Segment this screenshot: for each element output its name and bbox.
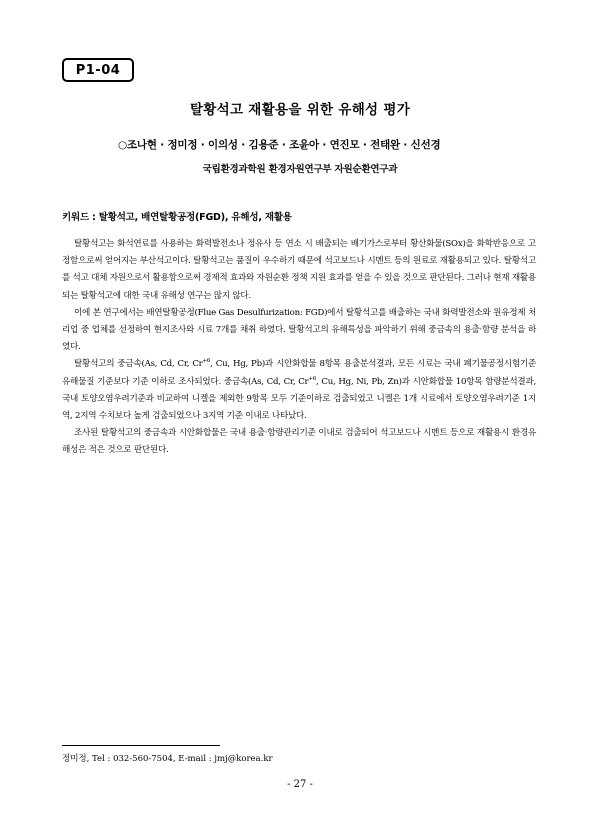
paper-title: 탈황석고 재활용을 위한 유해성 평가: [189, 102, 411, 118]
paragraph-3-part-c: , Cu, Hg, Ni, Pb, Zn)과 시안화합물 10항목 함량분석결과, 국내 토양오염우려기준과 비교하여 니켈을 제외한 9항목 모두 기준이하로 검출되었고 니켈은 1개 시료에서 토양오염우려기준 1지역, 2지역 수치보다 높게 검출되었으나 3지역 기준 이내로 나타났다.: [62, 376, 536, 422]
superscript-plus6: +6: [308, 375, 317, 382]
footnote-divider: [62, 745, 220, 746]
affiliation: 국립환경과학원 환경자원연구부 자원순환연구과: [202, 164, 398, 175]
page-number: - 27 -: [287, 779, 313, 790]
author-list: ○조나현 · 정미정 · 이의성 · 김용준 · 조윤아 · 연진모 · 전태완 · 신선경: [118, 139, 441, 151]
corresponding-author-footnote: 정미정, Tel : 032-560-7504, E-mail : jmj@korea.kr: [62, 754, 273, 764]
paragraph-3-part-a: 탈황석고의 중금속(As, Cd, Cr, Cr: [74, 359, 203, 370]
abstract-body: [62, 236, 536, 460]
superscript-plus6: +6: [202, 358, 211, 365]
keywords: 키워드 : 탈황석고, 배연탈황공정(FGD), 유해성, 재활용: [62, 212, 292, 223]
paragraph-3-part-b: , Cu, Hg, Pb)과 시안화합물 8항목 용출분석결과, 모든 시료는 국내 폐기물공정시험기준 유해물질 기준보다 기준 이하로 조사되었다. 중금속(As, Cd, Cr, Cr: [62, 359, 536, 387]
paragraph-3: [62, 356, 536, 425]
paragraph-1: 탈황석고는 화석연료를 사용하는 화력발전소나 정유사 등 연소 시 배출되는 배기가스로부터 황산화물(SOx)을 화학반응으로 고정함으로써 얻어지는 부산석고이다. 탈황석고는 품질이 우수하기 때문에 석고보드나 시멘트 등의 원료로 재활용되고 있다. 탈황석고를 석고 대체 자원으로서 활용함으로써 경제적 효과와 자원순환 정책 지원 효과를 얻을 수 있을 것으로 판단된다. 그러나 현재 재활용 되는 탈황석고에 대한 국내 유해성 연구는 많지 않다.: [62, 239, 536, 301]
paragraph-2: 이에 본 연구에서는 배연탈황공정(Flue Gas Desulfurization: FGD)에서 탈황석고를 배출하는 국내 화력발전소와 원유정제 처리업 중 업체를 선정하여 현지조사와 시료 7개를 채취 하였다. 탈황석고의 유해특성을 파악하기 위해 중금속의 용출·함량 분석을 하였다.: [62, 307, 536, 353]
session-code-badge: P1-04: [62, 58, 134, 82]
paragraph-4: 조사된 탈황석고의 중금속과 시안화합물은 국내 용출·함량관리기준 이내로 검출되어 석고보드나 시멘트 등으로 재활용시 환경유해성은 적은 것으로 판단된다.: [62, 428, 536, 456]
